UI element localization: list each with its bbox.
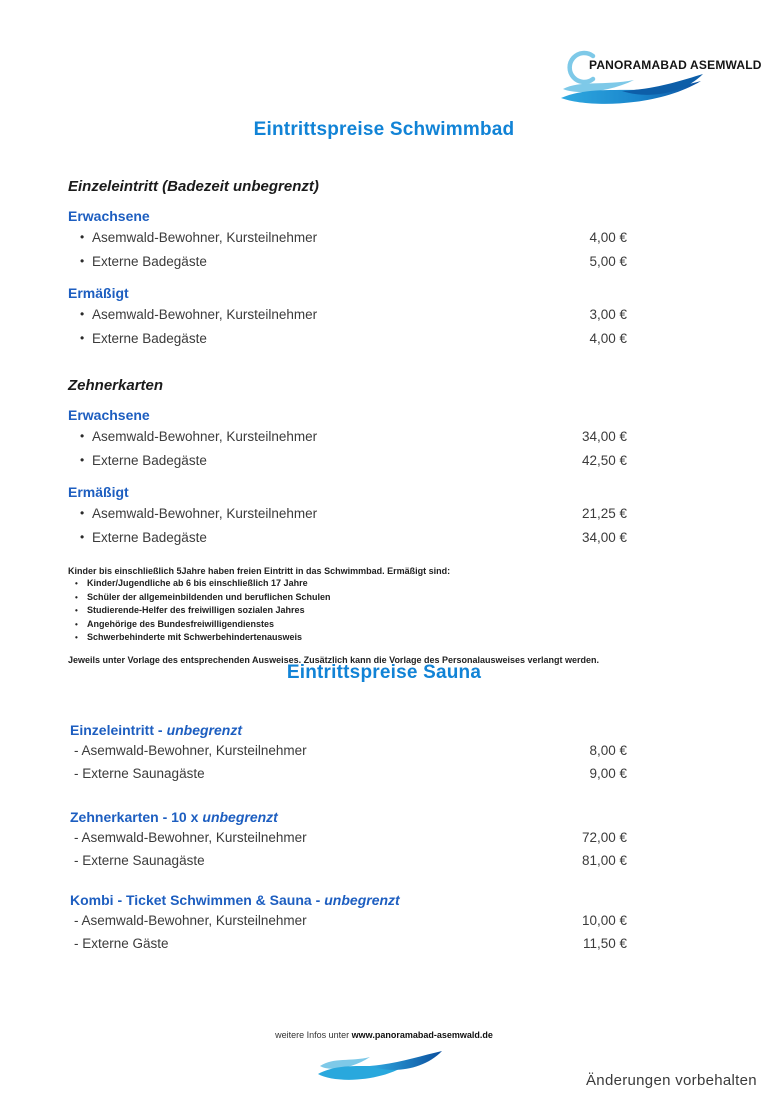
price-item-label: Externe Badegäste: [92, 452, 207, 468]
price-value: 81,00 €: [581, 853, 627, 868]
price-value: 21,25 €: [581, 505, 627, 521]
fine-print-item-text: Kinder/Jugendliche ab 6 bis einschließlich 17 Jahre: [87, 578, 308, 588]
fine-print-item-text: Schwerbehinderte mit Schwerbehindertenausweis: [87, 632, 303, 642]
fine-print-intro: Kinder bis einschließlich 5Jahre haben freien Eintritt in das Schwimmbad. Ermäßigt sind:: [68, 566, 451, 576]
price-row: [68, 303, 627, 325]
swim-section: [68, 178, 627, 666]
price-value: 8,00 €: [589, 743, 627, 758]
fine-print-outro: Jeweils unter Vorlage des entsprechenden Ausweises. Zusätzlich kann die Vorlage des Personalausweises verlangt werden.: [68, 654, 600, 665]
price-item-label: Externe Badegäste: [92, 529, 207, 545]
bullet-icon: •: [80, 254, 85, 268]
group-heading-reduced: Ermäßigt: [68, 285, 129, 301]
sauna-heading-text: Kombi - Ticket Schwimmen & Sauna -: [70, 892, 321, 908]
bullet-icon: •: [75, 592, 78, 602]
price-value: 4,00 €: [589, 330, 627, 346]
bullet-icon: •: [80, 530, 85, 544]
bullet-icon: •: [75, 579, 78, 588]
price-row: [68, 425, 627, 447]
price-row: [70, 910, 627, 931]
group-heading-adults: Erwachsene: [68, 208, 150, 224]
price-item-label: Externe Badegäste: [92, 330, 207, 346]
price-item-label: - Asemwald-Bewohner, Kursteilnehmer: [74, 830, 307, 845]
fine-print-item-text: Studierende-Helfer des freiwilligen sozialen Jahres: [87, 605, 305, 615]
footer-wave-icon: [316, 1049, 444, 1092]
price-row: [70, 740, 627, 761]
price-row: [68, 327, 627, 349]
bullet-icon: •: [80, 506, 85, 520]
bullet-icon: •: [75, 633, 78, 642]
bullet-icon: •: [80, 453, 85, 467]
price-row: [68, 502, 627, 524]
price-item-label: Asemwald-Bewohner, Kursteilnehmer: [92, 306, 318, 322]
sauna-heading-text: Einzeleintritt -: [70, 722, 163, 738]
price-value: 10,00 €: [581, 913, 627, 928]
sauna-ten-heading: [70, 809, 627, 825]
price-value: 11,50 €: [582, 936, 627, 951]
footer-info: [0, 1030, 768, 1040]
fine-print-item: [68, 618, 613, 632]
footer-info-prefix: weitere Infos unter: [275, 1030, 352, 1040]
fine-print-item-text: Schüler der allgemeinbildenden und beruflichen Schulen: [87, 591, 331, 602]
brand-logo: [560, 50, 762, 110]
sauna-heading-italic: unbegrenzt: [166, 722, 243, 738]
price-item-label: - Asemwald-Bewohner, Kursteilnehmer: [74, 913, 307, 928]
disclaimer-text: Änderungen vorbehalten: [586, 1072, 757, 1089]
fine-print-item: [68, 631, 613, 645]
bullet-icon: •: [80, 230, 85, 244]
sauna-heading-italic: unbegrenzt: [324, 892, 400, 908]
bullet-icon: •: [75, 619, 78, 629]
price-value: 4,00 €: [589, 229, 627, 245]
price-row: [68, 226, 627, 248]
price-item-label: Asemwald-Bewohner, Kursteilnehmer: [92, 428, 318, 444]
group-heading-reduced: Ermäßigt: [68, 484, 129, 500]
price-row: [68, 526, 627, 548]
brand-name: PANORAMABAD ASEMWALD: [589, 58, 762, 72]
single-entry-heading: Einzeleintritt (Badezeit unbegrenzt): [68, 178, 319, 195]
ten-card-heading: Zehnerkarten: [68, 377, 164, 394]
fine-print-item-text: Angehörige des Bundesfreiwilligendienstes: [87, 618, 275, 629]
sauna-heading-text: Zehnerkarten - 10 x: [70, 809, 199, 825]
price-row: [68, 250, 627, 272]
bullet-icon: •: [80, 331, 85, 345]
price-row: [70, 933, 627, 954]
swim-title: Eintrittspreise Schwimmbad: [253, 119, 515, 140]
footer-website-url: www.panoramabad-asemwald.de: [351, 1030, 493, 1040]
price-item-label: - Externe Gäste: [74, 936, 169, 951]
price-item-label: - Externe Saunagäste: [74, 766, 205, 781]
price-value: 9,00 €: [589, 766, 627, 781]
price-row: [68, 449, 627, 471]
price-item-label: - Externe Saunagäste: [74, 853, 205, 868]
price-row: [70, 763, 627, 784]
price-value: 34,00 €: [581, 428, 627, 444]
bullet-icon: •: [80, 307, 85, 321]
fine-print-item: [68, 577, 613, 591]
price-value: 42,50 €: [581, 452, 627, 468]
price-value: 5,00 €: [589, 253, 627, 269]
fine-print-item: [68, 591, 613, 605]
sauna-title: Eintrittspreise Sauna: [286, 662, 482, 683]
price-value: 34,00 €: [581, 529, 627, 545]
price-item-label: Externe Badegäste: [92, 253, 207, 269]
price-value: 72,00 €: [581, 830, 627, 845]
price-row: [70, 827, 627, 848]
group-heading-adults: Erwachsene: [68, 407, 150, 423]
sauna-single-heading: [70, 722, 627, 738]
sauna-heading-italic: unbegrenzt: [202, 809, 278, 825]
sauna-section: [70, 722, 627, 954]
bullet-icon: •: [75, 606, 78, 615]
bullet-icon: •: [80, 429, 85, 443]
price-value: 3,00 €: [589, 306, 627, 322]
sauna-kombi-heading: [70, 892, 627, 908]
price-item-label: - Asemwald-Bewohner, Kursteilnehmer: [74, 743, 307, 758]
fine-print: [68, 565, 613, 666]
price-item-label: Asemwald-Bewohner, Kursteilnehmer: [92, 229, 318, 245]
price-item-label: Asemwald-Bewohner, Kursteilnehmer: [92, 505, 318, 521]
price-row: [70, 850, 627, 871]
fine-print-item: [68, 604, 613, 618]
